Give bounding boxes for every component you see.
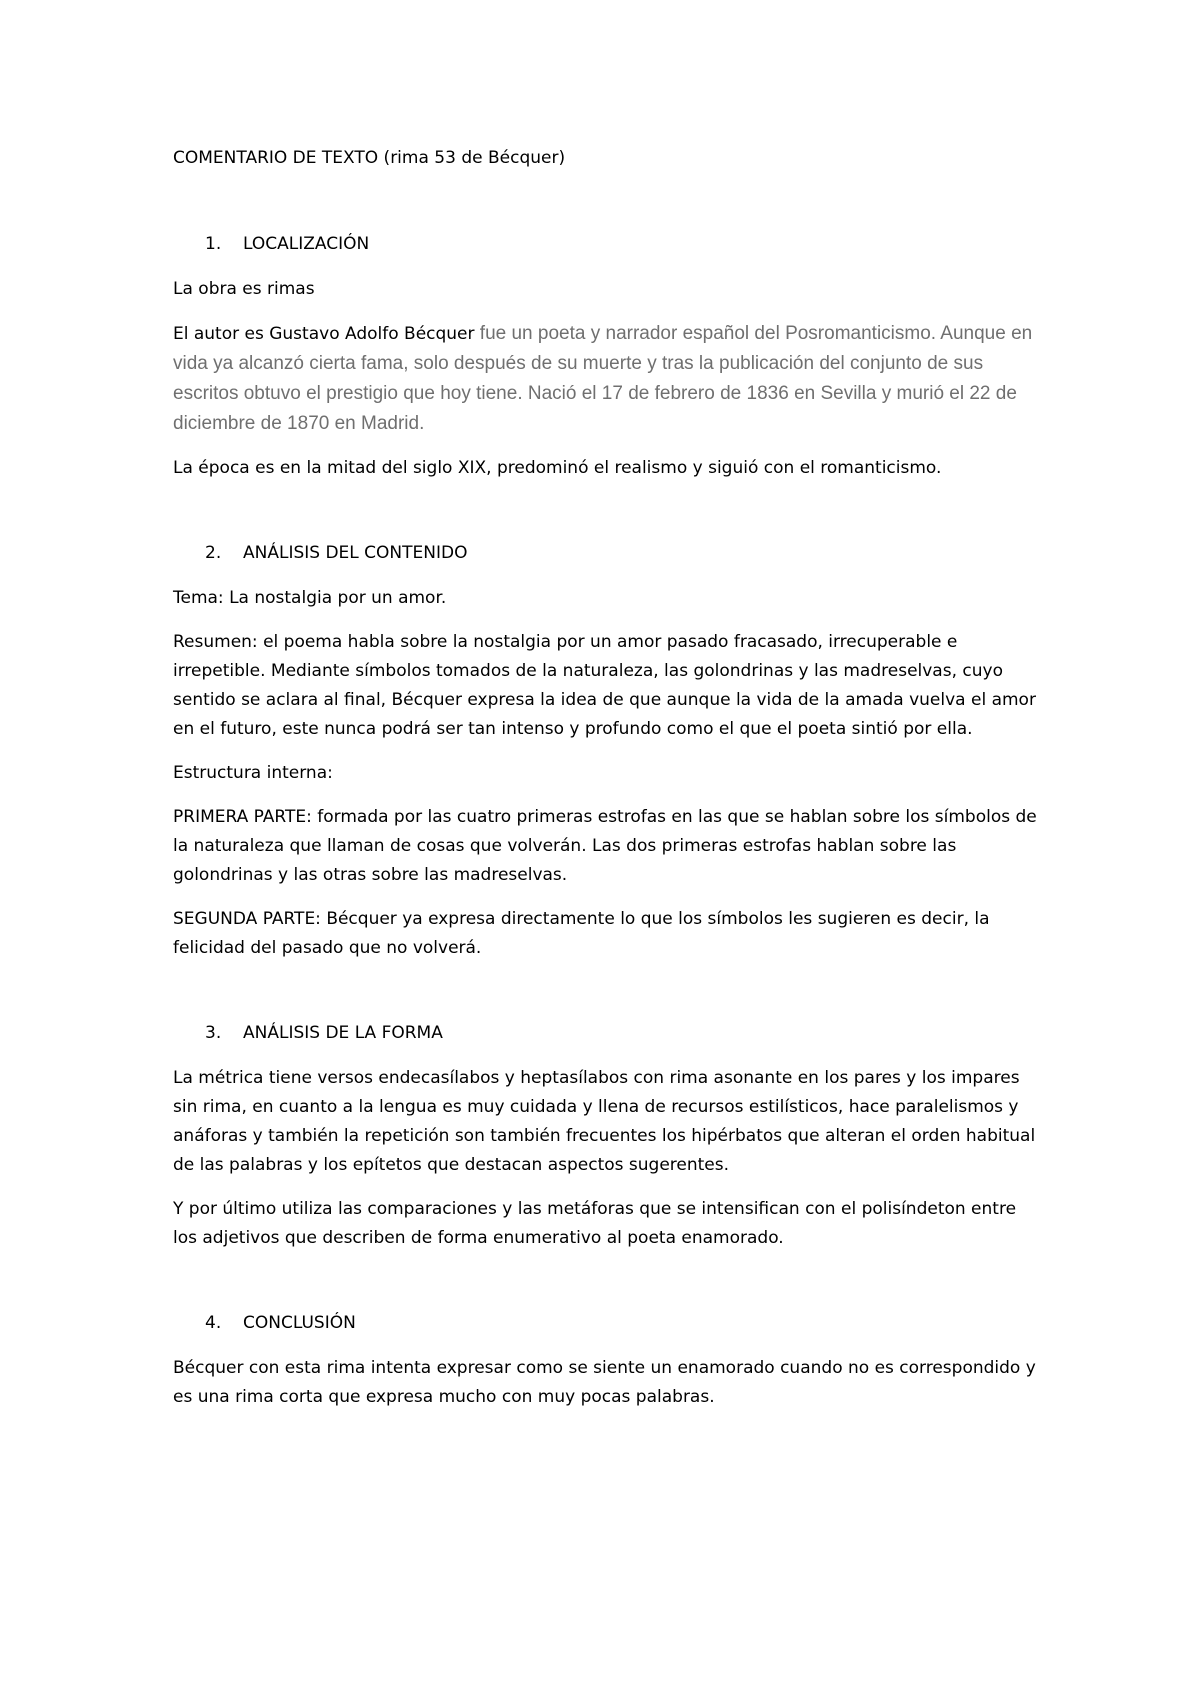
section-number: 3. bbox=[205, 1023, 222, 1043]
paragraph-conclusion: Bécquer con esta rima intenta expresar como se siente un enamorado cuando no es correspondido y es una rima corta que expresa mucho con muy pocas palabras. bbox=[173, 1358, 1036, 1407]
section-title: ANÁLISIS DEL CONTENIDO bbox=[243, 543, 468, 563]
section-heading-conclusion bbox=[173, 1309, 1043, 1338]
section-number: 2. bbox=[205, 543, 222, 563]
section-title: LOCALIZACIÓN bbox=[243, 234, 370, 254]
autor-biography-text: fue un poeta y narrador español del Posromanticismo. Aunque en vida ya alcanzó cierta fama, solo después de su muerte y tras la publicación del conjunto de sus escritos obtuvo el prestigio que hoy tiene. Nació el 17 de febrero de 1836 en Sevilla y murió el 22 de diciembre de 1870 en Madrid. bbox=[173, 323, 1033, 434]
section-heading-contenido bbox=[173, 539, 1043, 568]
paragraph-obra: La obra es rimas bbox=[173, 279, 315, 299]
paragraph-primera-parte: PRIMERA PARTE: formada por las cuatro primeras estrofas en las que se hablan sobre los símbolos de la naturaleza que llaman de cosas que volverán. Las dos primeras estrofas hablan sobre las golondrinas y las otras sobre las madreselvas. bbox=[173, 807, 1037, 885]
section-heading-localizacion bbox=[173, 230, 1043, 259]
paragraph-segunda-parte: SEGUNDA PARTE: Bécquer ya expresa directamente lo que los símbolos les sugieren es decir, la felicidad del pasado que no volverá. bbox=[173, 909, 990, 958]
paragraph-comparaciones: Y por último utiliza las comparaciones y las metáforas que se intensifican con el polisíndeton entre los adjetivos que describen de forma enumerativo al poeta enamorado. bbox=[173, 1199, 1017, 1248]
paragraph-resumen: Resumen: el poema habla sobre la nostalgia por un amor pasado fracasado, irrecuperable e irrepetible. Mediante símbolos tomados de la naturaleza, las golondrinas y las madreselvas, cuyo sentido se aclara al final, Bécquer expresa la idea de que aunque la vida de la amada vuelva el amor en el futuro, este nunca podrá ser tan intenso y profundo como el que el poeta sintió por ella. bbox=[173, 632, 1036, 739]
paragraph-epoca: La época es en la mitad del siglo XIX, predominó el realismo y siguió con el romanticismo. bbox=[173, 458, 942, 478]
section-number: 1. bbox=[205, 234, 222, 254]
document-title: COMENTARIO DE TEXTO (rima 53 de Bécquer) bbox=[173, 148, 566, 168]
paragraph-estructura: Estructura interna: bbox=[173, 763, 333, 783]
document-body bbox=[173, 144, 1043, 1427]
section-title: ANÁLISIS DE LA FORMA bbox=[243, 1023, 443, 1043]
section-heading-forma bbox=[173, 1019, 1043, 1048]
paragraph-autor bbox=[173, 319, 1043, 439]
paragraph-tema: Tema: La nostalgia por un amor. bbox=[173, 588, 447, 608]
paragraph-metrica: La métrica tiene versos endecasílabos y heptasílabos con rima asonante en los pares y los impares sin rima, en cuanto a la lengua es muy cuidada y llena de recursos estilísticos, hace paralelismos y anáforas y también la repetición son también frecuentes los hipérbatos que alteran el orden habitual de las palabras y los epítetos que destacan aspectos sugerentes. bbox=[173, 1068, 1036, 1175]
section-title: CONCLUSIÓN bbox=[243, 1313, 356, 1333]
section-number: 4. bbox=[205, 1313, 222, 1333]
autor-lead-text: El autor es Gustavo Adolfo Bécquer bbox=[173, 324, 475, 344]
